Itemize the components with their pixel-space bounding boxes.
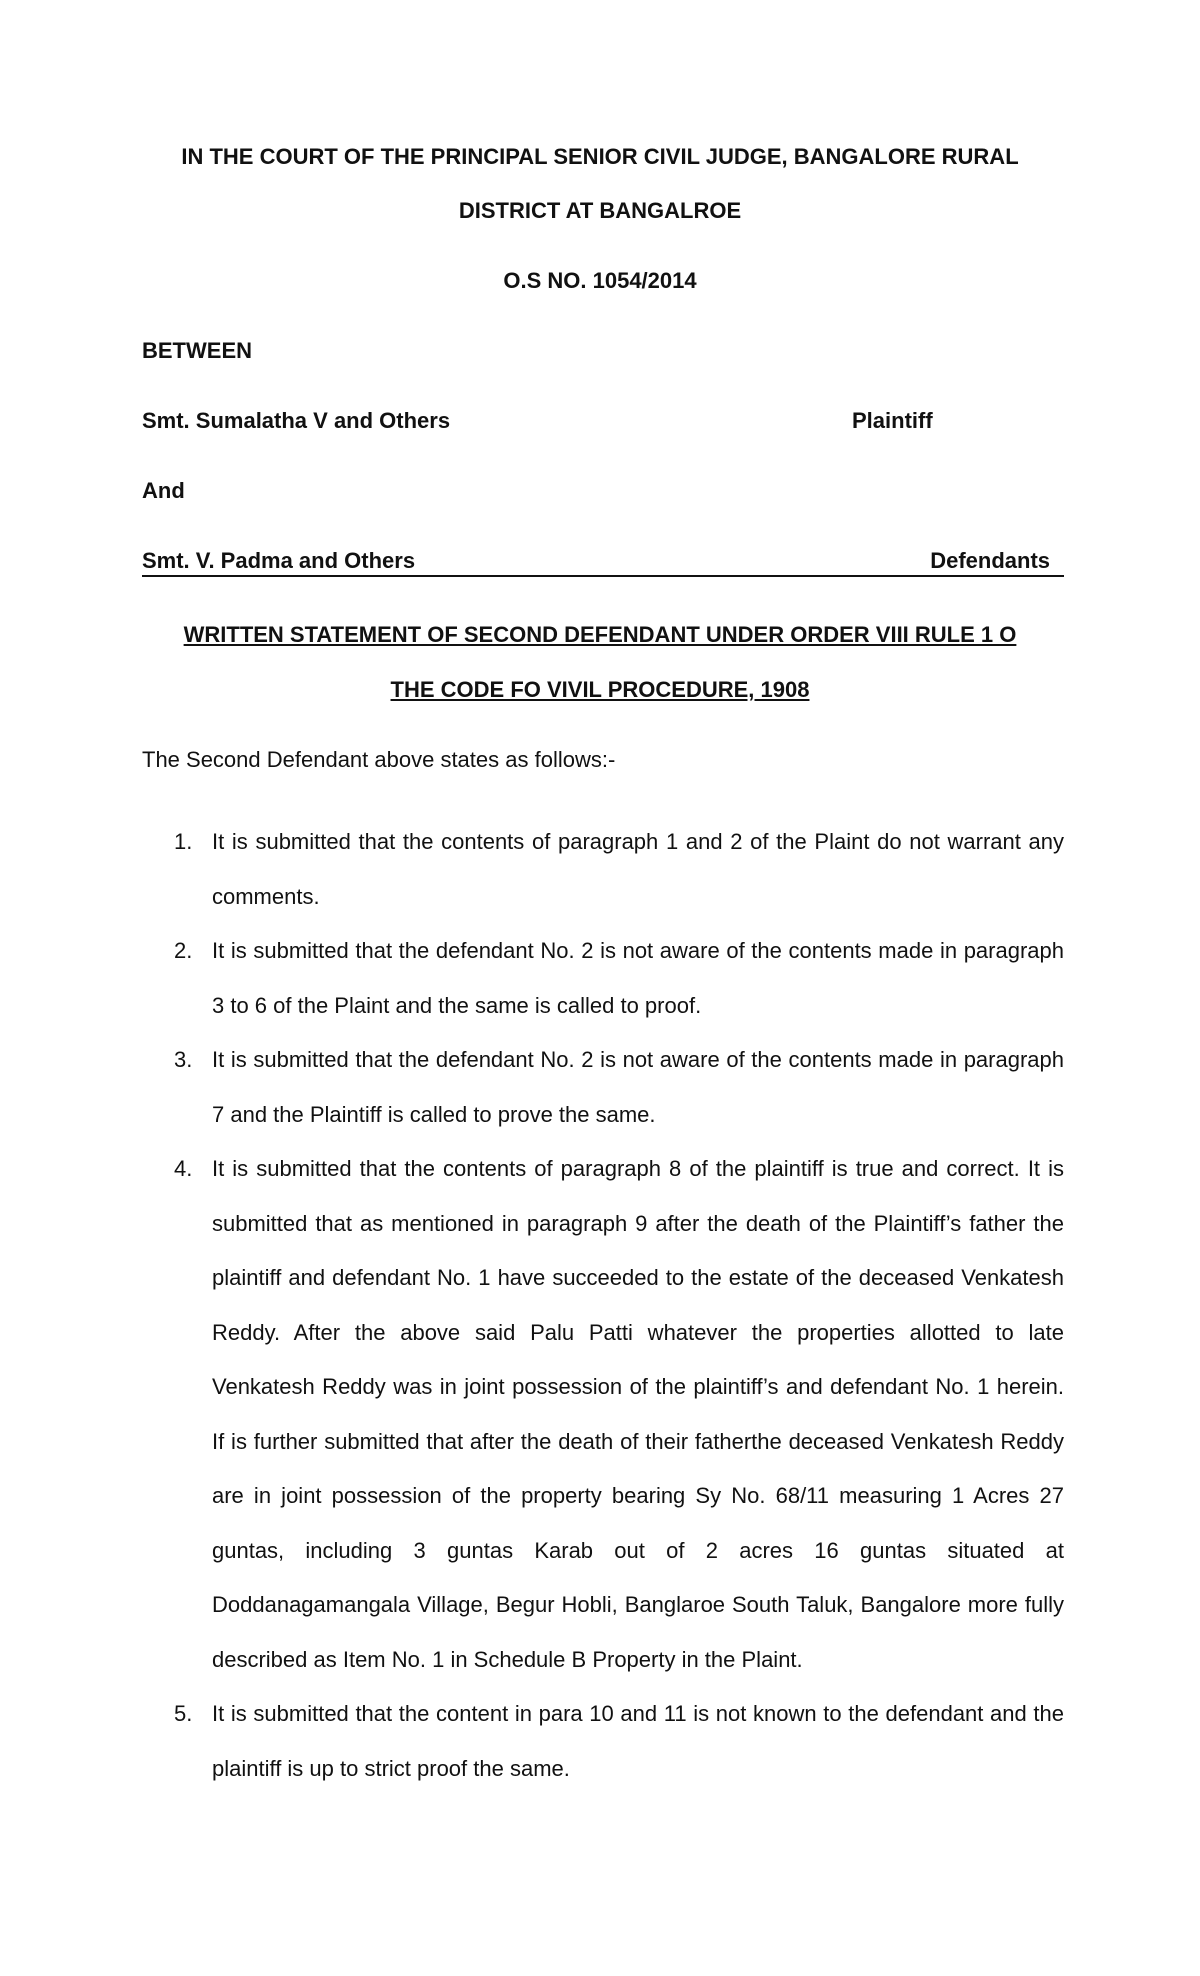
paragraph-text: It is submitted that the content in para 10 and 11 is not known to the defendant and the plaintiff is up to strict proof the same. bbox=[212, 1701, 1064, 1781]
court-heading-line-1: IN THE COURT OF THE PRINCIPAL SENIOR CIVIL JUDGE, BANGALORE RURAL bbox=[181, 144, 1019, 169]
defendant-role: Defendants bbox=[930, 548, 1050, 573]
divider-rule bbox=[142, 575, 1064, 577]
paragraph-number: 4. bbox=[174, 1156, 193, 1181]
statement-title-line-1: WRITTEN STATEMENT OF SECOND DEFENDANT UNDER ORDER VIII RULE 1 O bbox=[183, 622, 1017, 647]
intro-text: The Second Defendant above states as follows:- bbox=[142, 747, 616, 772]
paragraph-number: 1. bbox=[174, 829, 193, 854]
statement-title-line-2: THE CODE FO VIVIL PROCEDURE, 1908 bbox=[390, 677, 810, 702]
list-item bbox=[142, 1142, 1064, 1687]
paragraph-text: It is submitted that the defendant No. 2 is not aware of the contents made in paragraph 7 and the Plaintiff is called to prove the same. bbox=[212, 1047, 1064, 1127]
court-heading-line-2: DISTRICT AT BANGALROE bbox=[458, 198, 742, 223]
paragraph-list bbox=[142, 815, 1064, 1796]
paragraph-text: It is submitted that the contents of paragraph 8 of the plaintiff is true and correct. It is submitted that as mentioned in paragraph 9 after the death of the Plaintiff’s father the plaintiff and defendant No. 1 have succeeded to the estate of the deceased Venkatesh Reddy. After the above said Palu Patti whatever the properties allotted to late Venkatesh Reddy was in joint possession of the plaintiff’s and defendant No. 1 herein. If is further submitted that after the death of their fatherthe deceased Venkatesh Reddy are in joint possession of the property bearing Sy No. 68/11 measuring 1 Acres 27 guntas, including 3 guntas Karab out of 2 acres 16 guntas situated at Doddanagamangala Village, Begur Hobli, Banglaroe South Taluk, Bangalore more fully described as Item No. 1 in Schedule B Property in the Plaint. bbox=[212, 1156, 1064, 1672]
case-number: O.S NO. 1054/2014 bbox=[503, 268, 697, 293]
plaintiff-role: Plaintiff bbox=[852, 408, 933, 433]
paragraph-number: 5. bbox=[174, 1701, 193, 1726]
paragraph-number: 2. bbox=[174, 938, 193, 963]
defendant-name: Smt. V. Padma and Others bbox=[142, 548, 416, 573]
list-item bbox=[142, 1687, 1064, 1796]
between-label: BETWEEN bbox=[142, 338, 252, 363]
list-item bbox=[142, 815, 1064, 924]
paragraph-text: It is submitted that the contents of paragraph 1 and 2 of the Plaint do not warrant any comments. bbox=[212, 829, 1064, 909]
paragraph-text: It is submitted that the defendant No. 2 is not aware of the contents made in paragraph 3 to 6 of the Plaint and the same is called to proof. bbox=[212, 938, 1064, 1018]
paragraph-number: 3. bbox=[174, 1047, 193, 1072]
plaintiff-name: Smt. Sumalatha V and Others bbox=[142, 408, 451, 433]
list-item bbox=[142, 1033, 1064, 1142]
list-item bbox=[142, 924, 1064, 1033]
and-label: And bbox=[142, 478, 185, 503]
